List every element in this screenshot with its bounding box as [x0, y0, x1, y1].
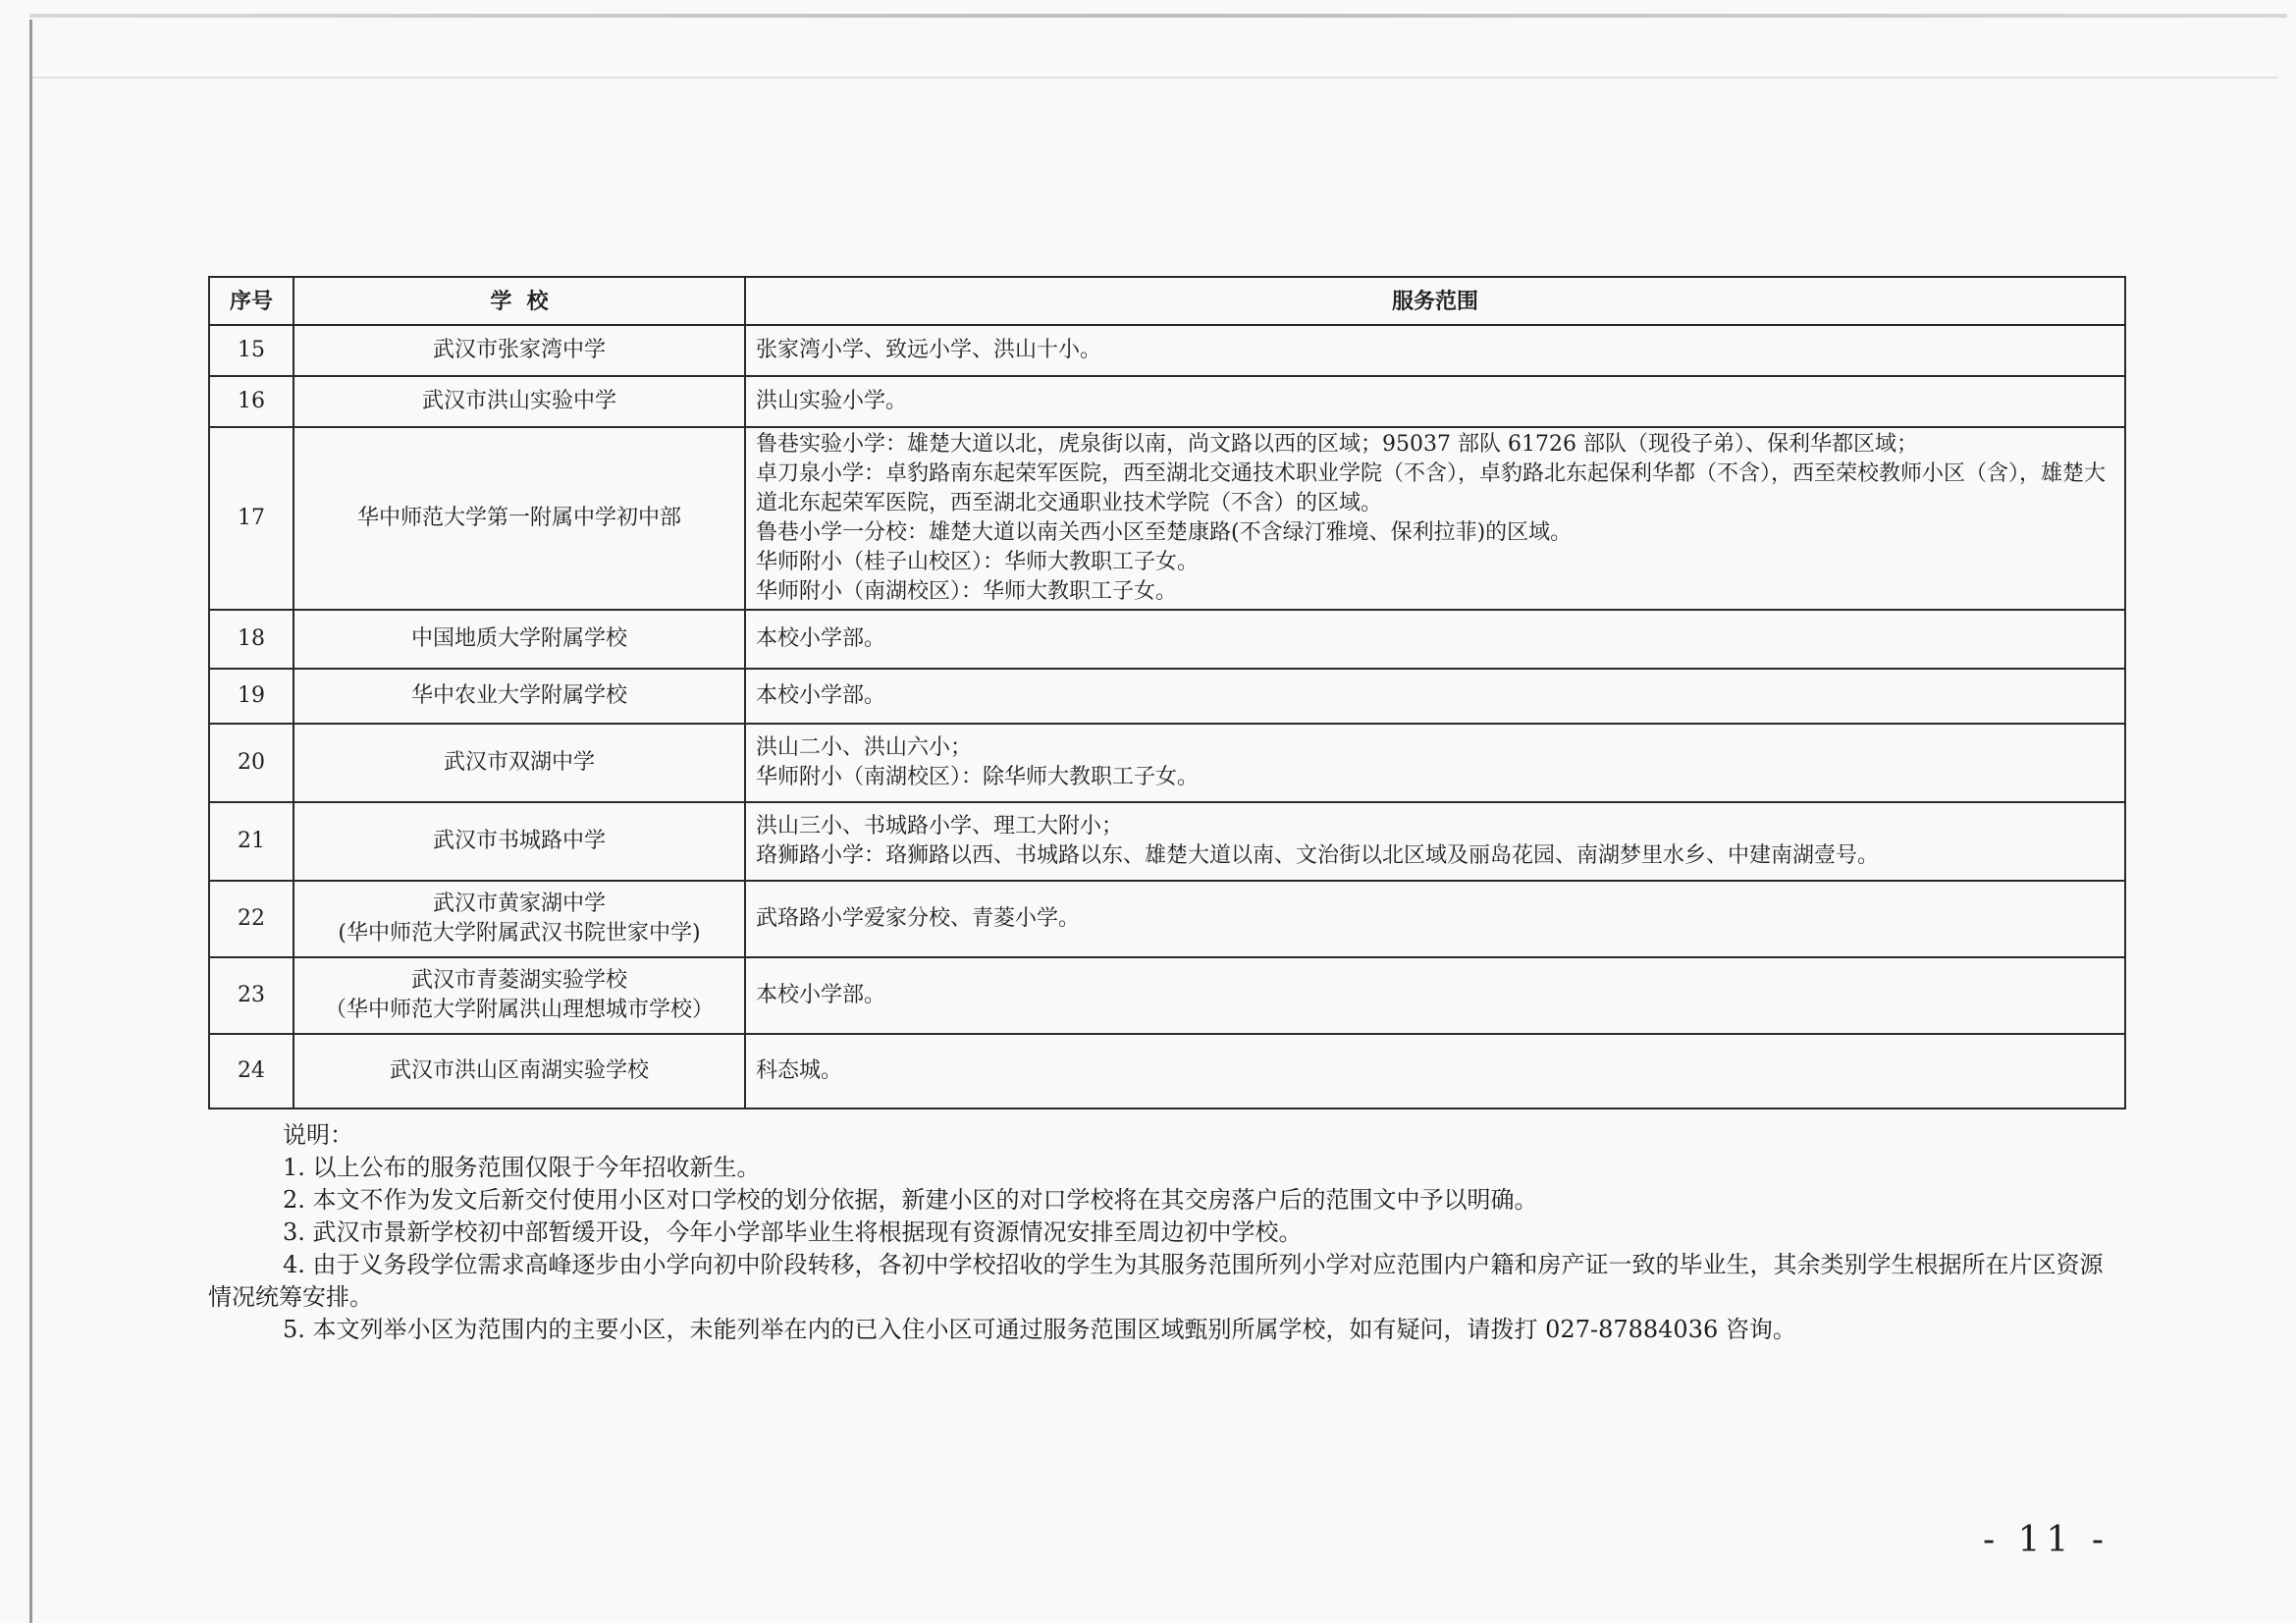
scope-line: 本校小学部。 — [756, 683, 886, 708]
scope-line: 武珞路小学爱家分校、青菱小学。 — [756, 906, 1081, 931]
school-name-cell — [294, 881, 745, 957]
scope-line: 华师附小（南湖校区）：华师大教职工子女。 — [756, 579, 1178, 604]
school-name-cell — [294, 724, 745, 802]
school-name-cell — [294, 427, 745, 610]
school-name-cell — [294, 1034, 745, 1109]
table-row — [209, 325, 2125, 376]
school-name-cell — [294, 802, 745, 881]
table-row — [209, 669, 2125, 724]
scope-line: 洪山二小、洪山六小； — [756, 735, 973, 760]
scope-line: 华师附小（南湖校区）：除华师大教职工子女。 — [756, 765, 1200, 789]
school-name: 武汉市书城路中学 — [432, 829, 606, 853]
row-number: 19 — [209, 669, 294, 724]
service-scope-cell — [745, 376, 2125, 427]
scope-line: 洪山三小、书城路小学、理工大附小； — [756, 814, 1124, 839]
table-row — [209, 881, 2125, 957]
service-scope-cell — [745, 669, 2125, 724]
row-number: 21 — [209, 802, 294, 881]
school-name: 武汉市洪山实验中学 — [421, 389, 616, 413]
scan-edge-left — [29, 20, 32, 1623]
row-number: 22 — [209, 881, 294, 957]
scope-line: 珞狮路小学：珞狮路以西、书城路以东、雄楚大道以南、文治街以北区域及丽岛花园、南湖梦里水乡、中建南湖壹号。 — [756, 843, 1880, 868]
scope-line: 本校小学部。 — [756, 626, 886, 651]
note-item: 5. 本文列举小区为范围内的主要小区，未能列举在内的已入住小区可通过服务范围区域甄别所属学校，如有疑问，请拨打 027-87884036 咨询。 — [283, 1316, 1796, 1343]
school-name-cell — [294, 610, 745, 669]
school-name: 华中师范大学第一附属中学初中部 — [356, 506, 681, 530]
table-row — [209, 427, 2125, 610]
school-name: 中国地质大学附属学校 — [410, 626, 627, 651]
table-row — [209, 376, 2125, 427]
scan-edge-top — [29, 14, 2287, 18]
scope-line: 卓刀泉小学：卓豹路南东起荣军医院，西至湖北交通技术职业学院（不含），卓豹路北东起保利华都（不含），西至荣校教师小区（含），雄楚大道北东起荣军医院，西至湖北交通职业技术学院（不含）的区域。 — [756, 461, 2107, 515]
notes-section — [208, 1119, 2122, 1346]
school-name: (华中师范大学附属武汉书院世家中学) — [338, 921, 701, 946]
header-scope: 服务范围 — [745, 277, 2125, 325]
table-row — [209, 610, 2125, 669]
header-school: 学 校 — [294, 277, 745, 325]
row-number: 20 — [209, 724, 294, 802]
table-header-row — [209, 277, 2125, 325]
scope-line: 鲁巷实验小学：雄楚大道以北，虎泉街以南，尚文路以西的区域；95037 部队 61726 部队（现役子弟）、保利华都区域； — [756, 432, 1918, 457]
service-scope-cell — [745, 802, 2125, 881]
notes-heading: 说明： — [283, 1121, 353, 1149]
school-name: 武汉市洪山区南湖实验学校 — [389, 1058, 649, 1083]
note-item: 1. 以上公布的服务范围仅限于今年招收新生。 — [283, 1154, 761, 1181]
table-row — [209, 957, 2125, 1034]
scope-line: 华师附小（桂子山校区）：华师大教职工子女。 — [756, 550, 1200, 574]
header-num: 序号 — [209, 277, 294, 325]
table-row — [209, 1034, 2125, 1109]
table-row — [209, 724, 2125, 802]
school-name: 武汉市张家湾中学 — [432, 338, 606, 362]
service-scope-cell — [745, 427, 2125, 610]
page-number: - 11 - — [1983, 1520, 2110, 1560]
service-scope-cell — [745, 1034, 2125, 1109]
service-scope-cell — [745, 724, 2125, 802]
scope-line: 洪山实验小学。 — [756, 389, 908, 413]
school-name: 武汉市青菱湖实验学校 — [410, 968, 627, 993]
scan-edge-line — [29, 77, 2277, 79]
row-number: 16 — [209, 376, 294, 427]
service-scope-cell — [745, 610, 2125, 669]
service-scope-cell — [745, 881, 2125, 957]
school-name-cell — [294, 376, 745, 427]
school-name: 武汉市黄家湖中学 — [432, 892, 606, 916]
service-scope-cell — [745, 325, 2125, 376]
row-number: 24 — [209, 1034, 294, 1109]
note-item: 2. 本文不作为发文后新交付使用小区对口学校的划分依据，新建小区的对口学校将在其交房落户后的范围文中予以明确。 — [283, 1186, 1538, 1214]
row-number: 15 — [209, 325, 294, 376]
scope-line: 科态城。 — [756, 1058, 843, 1083]
table-row — [209, 802, 2125, 881]
row-number: 23 — [209, 957, 294, 1034]
school-name: 华中农业大学附属学校 — [410, 683, 627, 708]
scope-line: 张家湾小学、致远小学、洪山十小。 — [756, 338, 1102, 362]
school-name: 武汉市双湖中学 — [443, 750, 595, 775]
note-item: 3. 武汉市景新学校初中部暂缓开设，今年小学部毕业生将根据现有资源情况安排至周边初中学校。 — [283, 1218, 1303, 1246]
school-name: （华中师范大学附属洪山理想城市学校） — [324, 998, 714, 1022]
service-scope-table — [208, 276, 2126, 1109]
school-name-cell — [294, 325, 745, 376]
row-number: 17 — [209, 427, 294, 610]
note-item: 4. 由于义务段学位需求高峰逐步由小学向初中阶段转移，各初中学校招收的学生为其服务范围所列小学对应范围内户籍和房产证一致的毕业生，其余类别学生根据所在片区资源情况统筹安排。 — [208, 1251, 2104, 1311]
service-scope-cell — [745, 957, 2125, 1034]
school-name-cell — [294, 669, 745, 724]
school-name-cell — [294, 957, 745, 1034]
scope-line: 鲁巷小学一分校：雄楚大道以南关西小区至楚康路(不含绿汀雅境、保利拉菲)的区域。 — [756, 520, 1573, 545]
row-number: 18 — [209, 610, 294, 669]
scope-line: 本校小学部。 — [756, 983, 886, 1007]
